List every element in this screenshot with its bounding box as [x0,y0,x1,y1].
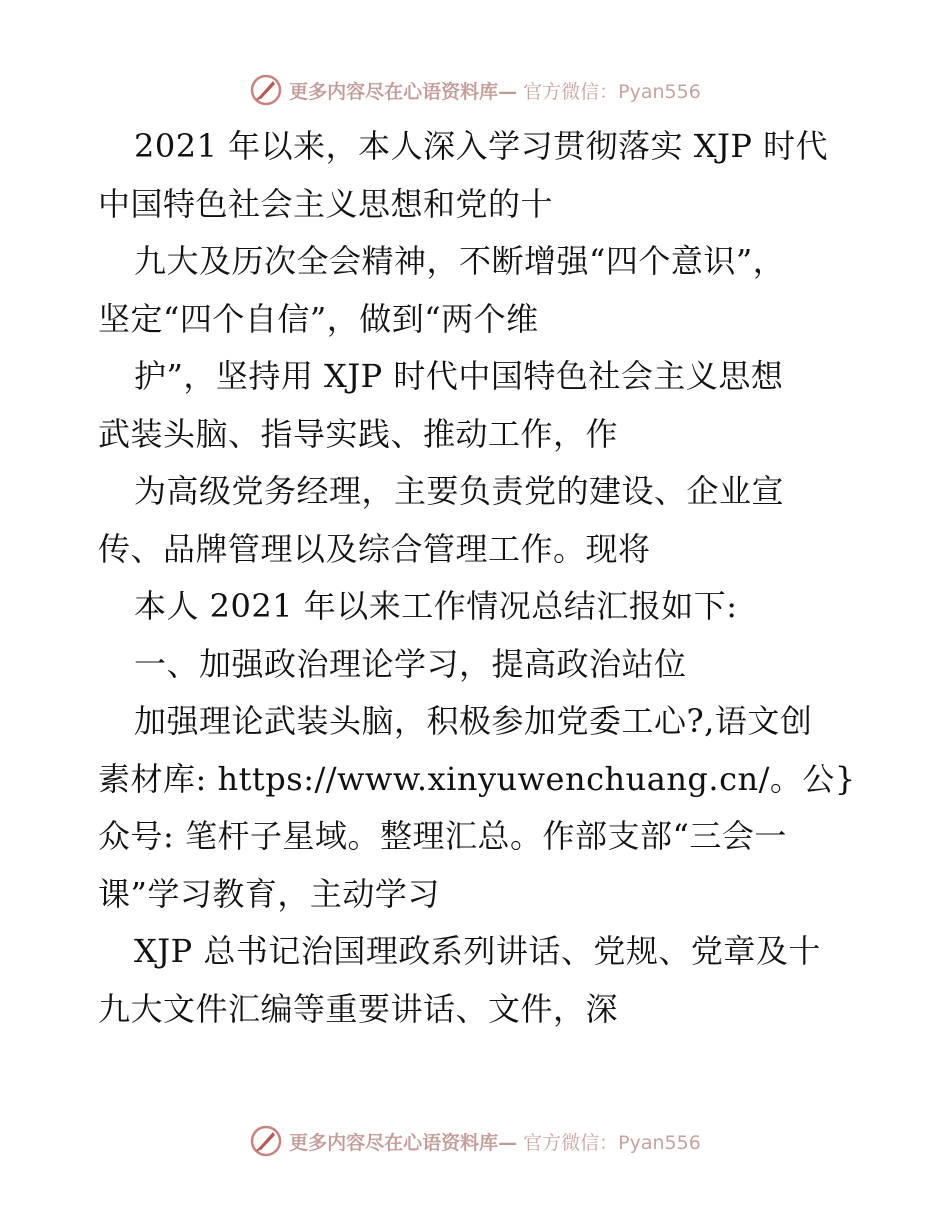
banner-main-text: 更多内容尽在心语资料库— [289,80,518,103]
body-text-line: 武装头脑、指导实践、推动工作，作 [98,414,619,453]
body-text-line: 为高级党务经理，主要负责党的建设、企业宣 [134,472,785,510]
body-text-line: 坚定“四个自信”，做到“两个维 [98,299,539,338]
body-text-line: 传、品牌管理以及综合管理工作。现将 [98,529,651,568]
body-text-line: 2021 年以来，本人深入学习贯彻落实 XJP 时代 [134,127,829,165]
banner-main-text: 更多内容尽在心语资料库— [289,1131,518,1154]
body-text-line: 九大及历次全会精神，不断增强“四个意识”， [134,242,786,280]
body-text-line: 护”，坚持用 XJP 时代中国特色社会主义思想 [134,357,784,395]
body-text-line: 本人 2021 年以来工作情况总结汇报如下: [134,587,738,625]
banner-wechat-text: 官方微信：Pyan556 [523,1131,701,1154]
body-text-line: 中国特色社会主义思想和党的十 [98,184,554,223]
body-text-line: XJP 总书记治国理政系列讲话、党规、党章及十 [134,932,821,970]
body-text-line: 加强理论武装头脑，积极参加党委工心?,语文创 [134,702,813,740]
quill-circle-logo-icon [249,1124,283,1158]
banner-wechat-text: 官方微信：Pyan556 [523,80,701,103]
quill-circle-logo-icon [249,73,283,107]
body-text-line: 众号: 笔杆子星域。整理汇总。作部支部“三会一 [98,817,787,855]
body-text-line: 九大文件汇编等重要讲话、文件，深 [98,989,619,1028]
body-text-line: 课”学习教育，主动学习 [98,874,440,913]
body-text-line: 素材库: https://www.xinyuwenchuang.cn/。公} [98,759,856,798]
document-body [98,118,858,1038]
body-text-line: 一、加强政治理论学习，提高政治站位 [134,644,687,683]
footer-banner [0,1121,950,1161]
header-banner [0,70,950,110]
